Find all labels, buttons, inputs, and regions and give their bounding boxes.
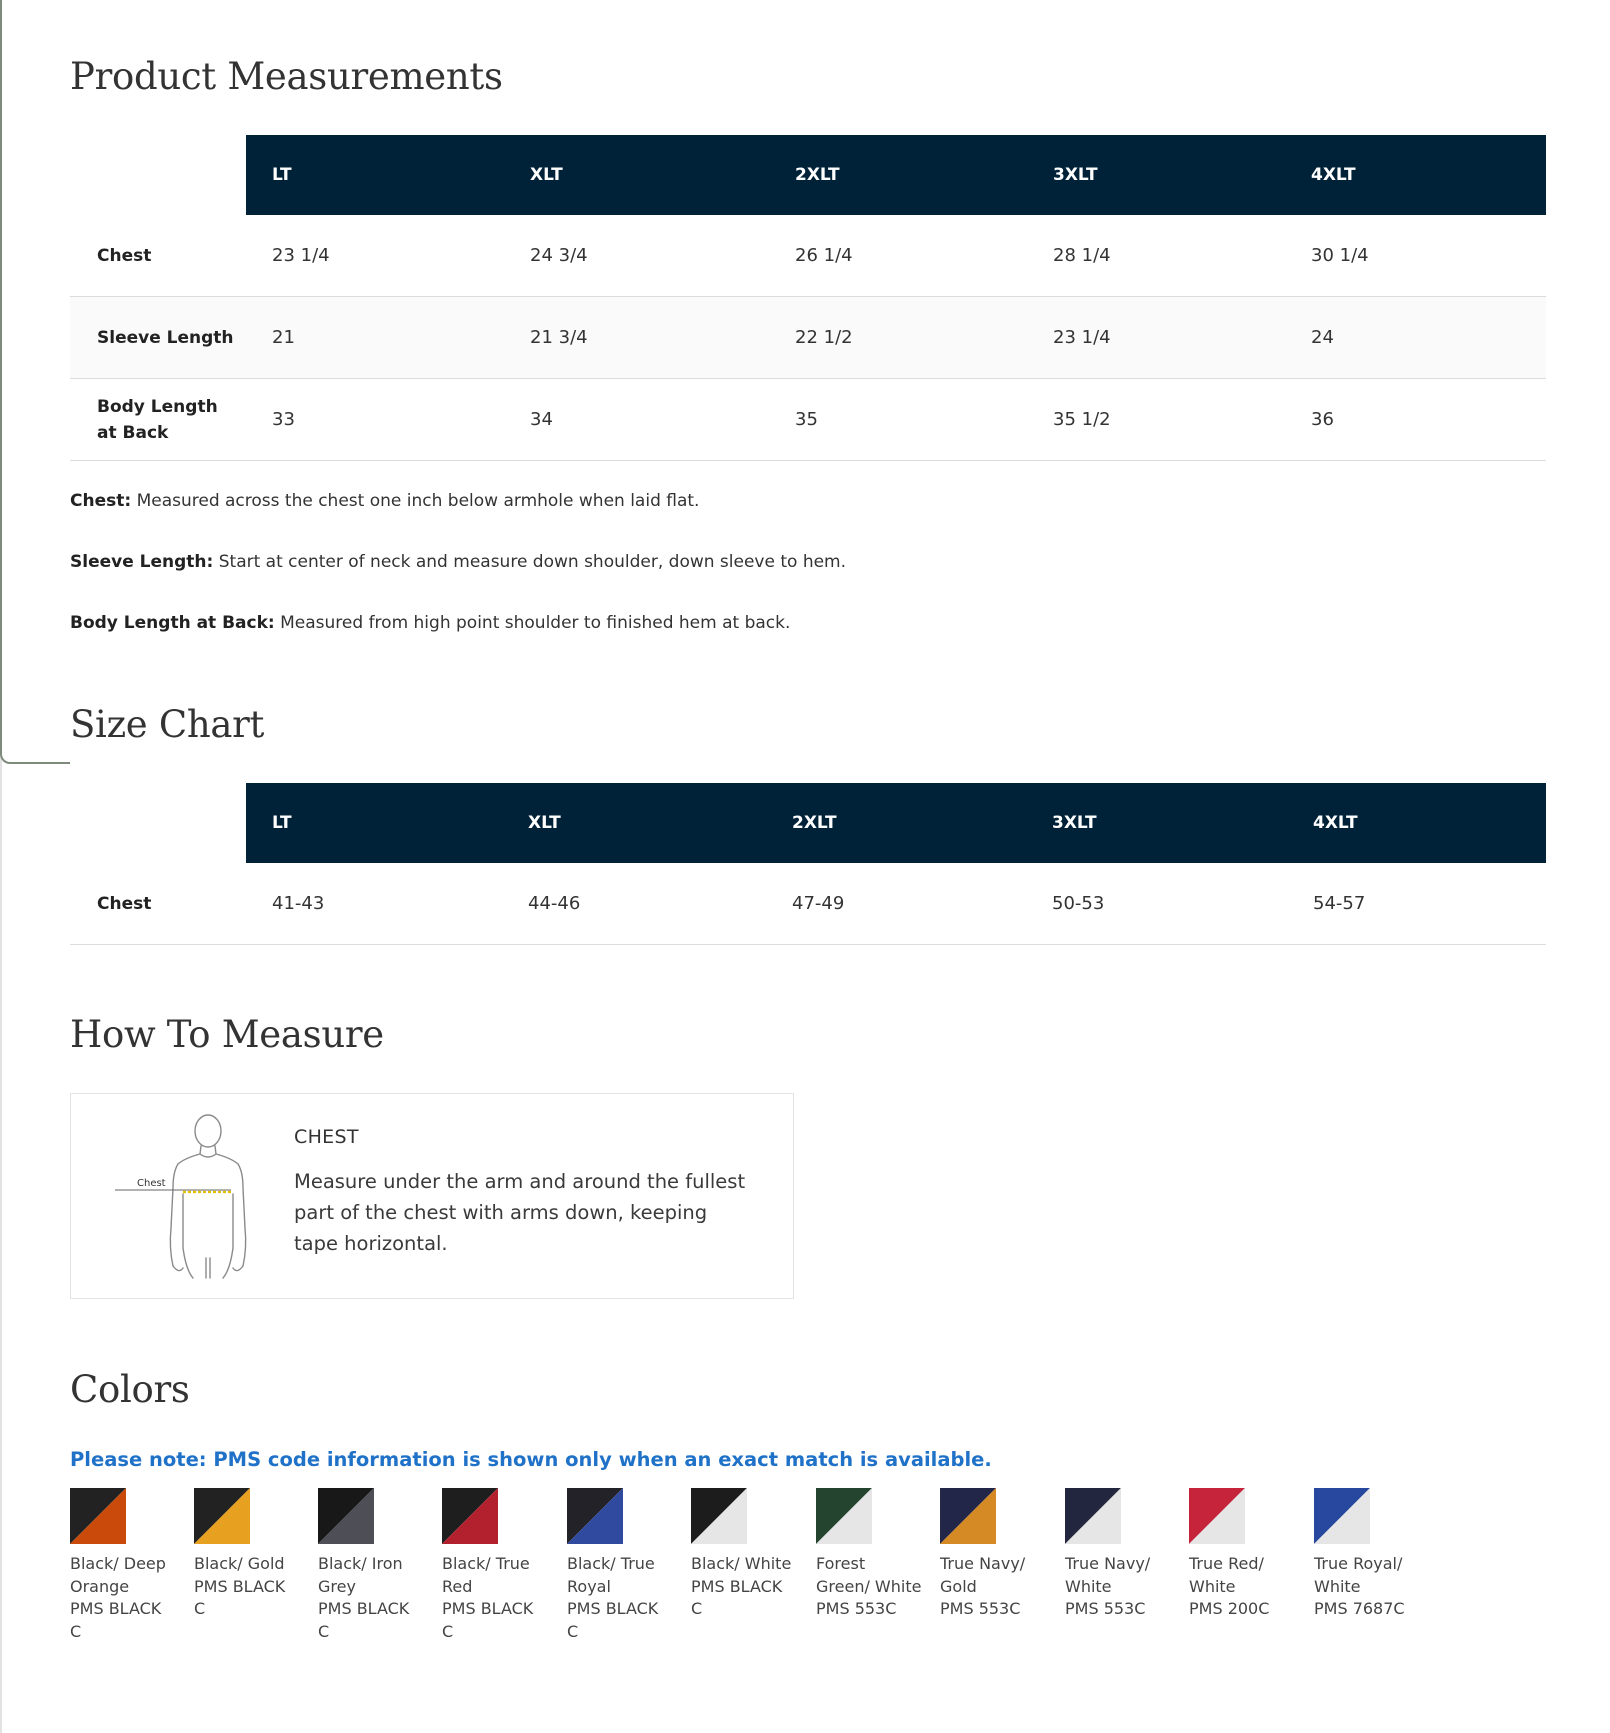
table-cell: 23 1/4	[272, 245, 330, 266]
column-header: 4XLT	[1311, 165, 1356, 185]
colors-title: Colors	[70, 1368, 190, 1411]
measurement-note-chest: Chest: Measured across the chest one inch below armhole when laid flat.	[70, 491, 700, 511]
table-cell: 24	[1311, 327, 1334, 348]
measure-heading: CHEST	[294, 1126, 359, 1148]
table-cell: 28 1/4	[1053, 245, 1111, 266]
table-cell: 35	[795, 409, 818, 430]
column-header: LT	[272, 165, 292, 185]
color-chip	[691, 1488, 747, 1544]
measurement-note-body-length: Body Length at Back: Measured from high point shoulder to finished hem at back.	[70, 613, 791, 633]
swatch-label: Forest Green/ White PMS 553C	[816, 1554, 922, 1618]
swatch-label: Black/ White PMS BLACK C	[691, 1554, 792, 1618]
table-row	[70, 297, 1546, 379]
swatch-label: Black/ True Royal PMS BLACK C	[567, 1554, 659, 1641]
color-swatch[interactable]	[442, 1488, 560, 1643]
color-swatch[interactable]	[318, 1488, 436, 1643]
size-chart-header-row	[246, 783, 1546, 863]
swatch-label: Black/ Deep Orange PMS BLACK C	[70, 1554, 166, 1641]
color-swatch[interactable]	[940, 1488, 1058, 1621]
column-header: XLT	[528, 813, 561, 833]
measure-description: Measure under the arm and around the fullest part of the chest with arms down, keeping tape horizontal.	[294, 1170, 746, 1255]
row-header: Chest	[97, 245, 152, 266]
table-cell: 41-43	[272, 893, 325, 914]
color-chip	[567, 1488, 623, 1544]
table-row	[70, 215, 1546, 297]
row-header: Body Length at Back	[97, 396, 218, 443]
measurement-note-sleeve: Sleeve Length: Start at center of neck and measure down shoulder, down sleeve to hem.	[70, 552, 847, 572]
color-chip	[816, 1488, 872, 1544]
swatch-label: True Navy/ White PMS 553C	[1065, 1554, 1151, 1618]
column-header: 2XLT	[795, 165, 840, 185]
color-swatch[interactable]	[1314, 1488, 1432, 1621]
table-row	[70, 379, 1546, 461]
color-swatch[interactable]	[691, 1488, 809, 1621]
how-to-measure-title: How To Measure	[70, 1013, 384, 1056]
table-cell: 47-49	[792, 893, 845, 914]
table-cell: 54-57	[1313, 893, 1366, 914]
color-swatch-list	[70, 1488, 1546, 1668]
column-header: LT	[272, 813, 292, 833]
figure-chest-label: Chest	[137, 1178, 166, 1189]
table-cell: 44-46	[528, 893, 581, 914]
color-chip	[70, 1488, 126, 1544]
color-swatch[interactable]	[194, 1488, 312, 1621]
table-cell: 35 1/2	[1053, 409, 1111, 430]
row-header: Chest	[97, 893, 152, 914]
swatch-label: Black/ Gold PMS BLACK C	[194, 1554, 286, 1618]
swatch-label: Black/ Iron Grey PMS BLACK C	[318, 1554, 410, 1641]
row-header: Sleeve Length	[97, 327, 234, 348]
how-to-measure-card	[70, 1093, 794, 1299]
color-swatch[interactable]	[70, 1488, 188, 1643]
measurements-title: Product Measurements	[70, 55, 503, 98]
table-row	[70, 863, 1546, 945]
swatch-label: True Red/ White PMS 200C	[1189, 1554, 1270, 1618]
swatch-label: True Navy/ Gold PMS 553C	[940, 1554, 1026, 1618]
column-header: 3XLT	[1053, 165, 1098, 185]
table-cell: 36	[1311, 409, 1334, 430]
column-header: 3XLT	[1052, 813, 1097, 833]
color-swatch[interactable]	[816, 1488, 934, 1621]
color-swatch[interactable]	[1065, 1488, 1183, 1621]
color-swatch[interactable]	[567, 1488, 685, 1643]
table-cell: 50-53	[1052, 893, 1105, 914]
color-chip	[940, 1488, 996, 1544]
table-cell: 33	[272, 409, 295, 430]
pms-note: Please note: PMS code information is shown only when an exact match is available.	[70, 1448, 992, 1471]
column-header: 2XLT	[792, 813, 837, 833]
table-cell: 23 1/4	[1053, 327, 1111, 348]
color-chip	[194, 1488, 250, 1544]
swatch-label: True Royal/ White PMS 7687C	[1314, 1554, 1405, 1618]
color-chip	[1314, 1488, 1370, 1544]
color-chip	[442, 1488, 498, 1544]
table-cell: 21 3/4	[530, 327, 588, 348]
swatch-label: Black/ True Red PMS BLACK C	[442, 1554, 534, 1641]
column-header: 4XLT	[1313, 813, 1358, 833]
table-cell: 34	[530, 409, 553, 430]
color-chip	[1065, 1488, 1121, 1544]
column-header: XLT	[530, 165, 563, 185]
table-cell: 24 3/4	[530, 245, 588, 266]
table-cell: 22 1/2	[795, 327, 853, 348]
table-cell: 26 1/4	[795, 245, 853, 266]
size-chart-title: Size Chart	[70, 703, 265, 746]
left-panel-border	[0, 0, 70, 764]
color-swatch[interactable]	[1189, 1488, 1307, 1621]
chest-measurement-figure-icon	[101, 1108, 301, 1288]
table-cell: 21	[272, 327, 295, 348]
measurements-header-row	[246, 135, 1546, 215]
color-chip	[318, 1488, 374, 1544]
color-chip	[1189, 1488, 1245, 1544]
table-cell: 30 1/4	[1311, 245, 1369, 266]
